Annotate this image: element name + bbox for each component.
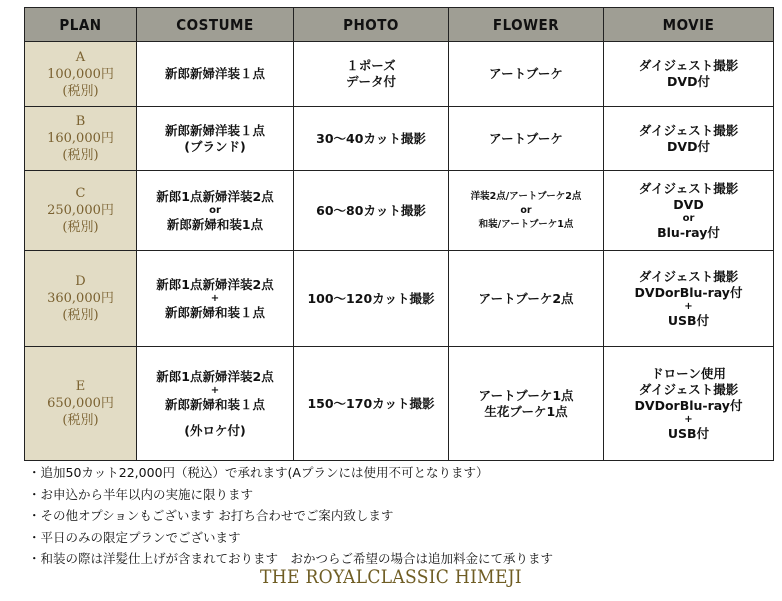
plan-row-b bbox=[25, 107, 774, 171]
header-row bbox=[25, 8, 774, 42]
costume-text: 新郎1点新婦洋装2点 bbox=[156, 276, 274, 292]
plan-name-cell bbox=[25, 251, 137, 347]
flower-text: アートブーケ bbox=[489, 130, 563, 146]
movie-text: ダイジェスト撮影 bbox=[638, 180, 739, 196]
movie-text: DVDorBlu-ray付 bbox=[634, 284, 743, 300]
plan-price: 250,000円 bbox=[47, 203, 114, 218]
photo-text: 150～170カット撮影 bbox=[307, 395, 435, 411]
plan-row-a bbox=[25, 42, 774, 107]
movie-cell bbox=[604, 251, 774, 347]
photo-text: 100～120カット撮影 bbox=[307, 290, 435, 306]
movie-text: USB付 bbox=[667, 312, 710, 328]
movie-text: DVD付 bbox=[667, 138, 710, 154]
plan-price: 160,000円 bbox=[47, 131, 114, 146]
plan-letter: B bbox=[75, 114, 86, 129]
flower-text: 生花ブーケ1点 bbox=[484, 403, 568, 419]
plan-name-cell bbox=[25, 107, 137, 171]
plan-price: 100,000円 bbox=[47, 66, 114, 82]
plan-row-e bbox=[25, 347, 774, 461]
movie-text: DVD bbox=[673, 196, 704, 212]
costume-connector: + bbox=[210, 292, 220, 304]
movie-connector: or bbox=[682, 212, 695, 224]
costume-cell bbox=[137, 42, 294, 107]
photo-text: 60～80カット撮影 bbox=[316, 202, 426, 218]
costume-cell bbox=[137, 171, 294, 251]
costume-cell bbox=[137, 347, 294, 461]
photo-cell bbox=[294, 42, 449, 107]
flower-text: アートブーケ bbox=[489, 66, 563, 81]
plan-tax-note: (税別) bbox=[62, 148, 99, 163]
movie-text: ダイジェスト撮影 bbox=[638, 268, 739, 284]
movie-cell bbox=[604, 107, 774, 171]
photo-cell bbox=[294, 251, 449, 347]
flower-cell bbox=[449, 42, 604, 107]
costume-text: 新郎新婦和装1点 bbox=[166, 216, 264, 232]
header-flower: FLOWER bbox=[449, 8, 604, 42]
costume-text: (ブランド) bbox=[184, 138, 246, 154]
brand-name: THE ROYALCLASSIC HIMEJI bbox=[260, 566, 522, 588]
photo-cell bbox=[294, 171, 449, 251]
photo-cell bbox=[294, 107, 449, 171]
costume-connector: + bbox=[210, 384, 220, 396]
flower-cell bbox=[449, 251, 604, 347]
plan-name-cell bbox=[25, 347, 137, 461]
plan-letter: E bbox=[75, 379, 86, 394]
movie-text: USB付 bbox=[667, 425, 710, 441]
plan-row-c bbox=[25, 171, 774, 251]
movie-text: ダイジェスト撮影 bbox=[638, 122, 739, 138]
flower-cell bbox=[449, 107, 604, 171]
note-item: ・お申込から半年以内の実施に限ります bbox=[28, 486, 254, 502]
plan-name-cell bbox=[25, 171, 137, 251]
movie-cell bbox=[604, 347, 774, 461]
flower-cell bbox=[449, 171, 604, 251]
flower-text: 洋装2点/アートブーケ2点 bbox=[470, 190, 582, 202]
costume-text: (外ロケ付) bbox=[184, 422, 246, 438]
plan-letter: A bbox=[75, 49, 86, 65]
plan-letter: C bbox=[75, 186, 86, 201]
movie-text: ダイジェスト撮影 bbox=[638, 381, 739, 397]
costume-text: 新郎新婦和装１点 bbox=[164, 396, 265, 412]
plan-price: 650,000円 bbox=[47, 396, 114, 411]
movie-connector: + bbox=[684, 413, 693, 425]
header-costume: COSTUME bbox=[137, 8, 294, 42]
plan-letter: D bbox=[75, 274, 86, 289]
costume-text: 新郎1点新婦洋装2点 bbox=[156, 368, 274, 384]
photo-text: データ付 bbox=[345, 74, 396, 89]
costume-text: 新郎新婦洋装１点 bbox=[164, 122, 265, 138]
plan-row-d bbox=[25, 251, 774, 347]
movie-text: DVDorBlu-ray付 bbox=[634, 397, 743, 413]
costume-cell bbox=[137, 251, 294, 347]
photo-cell bbox=[294, 347, 449, 461]
plan-tax-note: (税別) bbox=[62, 308, 99, 323]
photo-text: 30～40カット撮影 bbox=[316, 130, 426, 146]
flower-text: 和装/アートブーケ1点 bbox=[478, 218, 574, 230]
movie-text: ダイジェスト撮影 bbox=[638, 58, 739, 73]
note-item: ・和装の際は洋髪仕上げが含まれております おかつらご希望の場合は追加料金にて承ります bbox=[28, 551, 554, 566]
photo-text: １ポーズ bbox=[346, 58, 396, 73]
header-movie: MOVIE bbox=[604, 8, 774, 42]
plan-price: 360,000円 bbox=[47, 291, 114, 306]
flower-text: アートブーケ2点 bbox=[478, 290, 574, 306]
costume-cell bbox=[137, 107, 294, 171]
flower-text: アートブーケ1点 bbox=[478, 387, 574, 403]
movie-cell bbox=[604, 42, 774, 107]
plan-tax-note: (税別) bbox=[62, 413, 99, 428]
flower-connector: or bbox=[520, 204, 532, 216]
costume-text: 新郎新婦洋装１点 bbox=[164, 66, 265, 81]
flower-cell bbox=[449, 347, 604, 461]
notes-list bbox=[28, 462, 553, 570]
note-item: ・その他オプションもございます お打ち合わせでご案内致します bbox=[28, 508, 394, 523]
costume-connector: or bbox=[209, 204, 221, 216]
plan-name-cell bbox=[25, 42, 137, 107]
costume-text: 新郎新婦和装１点 bbox=[164, 304, 265, 320]
costume-text: 新郎1点新婦洋装2点 bbox=[156, 188, 274, 204]
movie-cell bbox=[604, 171, 774, 251]
movie-text: Blu-ray付 bbox=[657, 224, 720, 240]
plan-table bbox=[24, 7, 774, 461]
plan-tax-note: (税別) bbox=[62, 83, 99, 99]
header-photo: PHOTO bbox=[294, 8, 449, 42]
movie-text: ドローン使用 bbox=[651, 365, 726, 381]
movie-connector: + bbox=[684, 300, 693, 312]
header-plan: PLAN bbox=[25, 8, 137, 42]
note-item: ・平日のみの限定プランでございます bbox=[28, 529, 241, 545]
movie-text: DVD付 bbox=[667, 74, 710, 89]
plan-tax-note: (税別) bbox=[62, 220, 99, 235]
note-item: ・追加50カット22,000円（税込）で承れます(Aプランには使用不可となります） bbox=[28, 465, 489, 480]
